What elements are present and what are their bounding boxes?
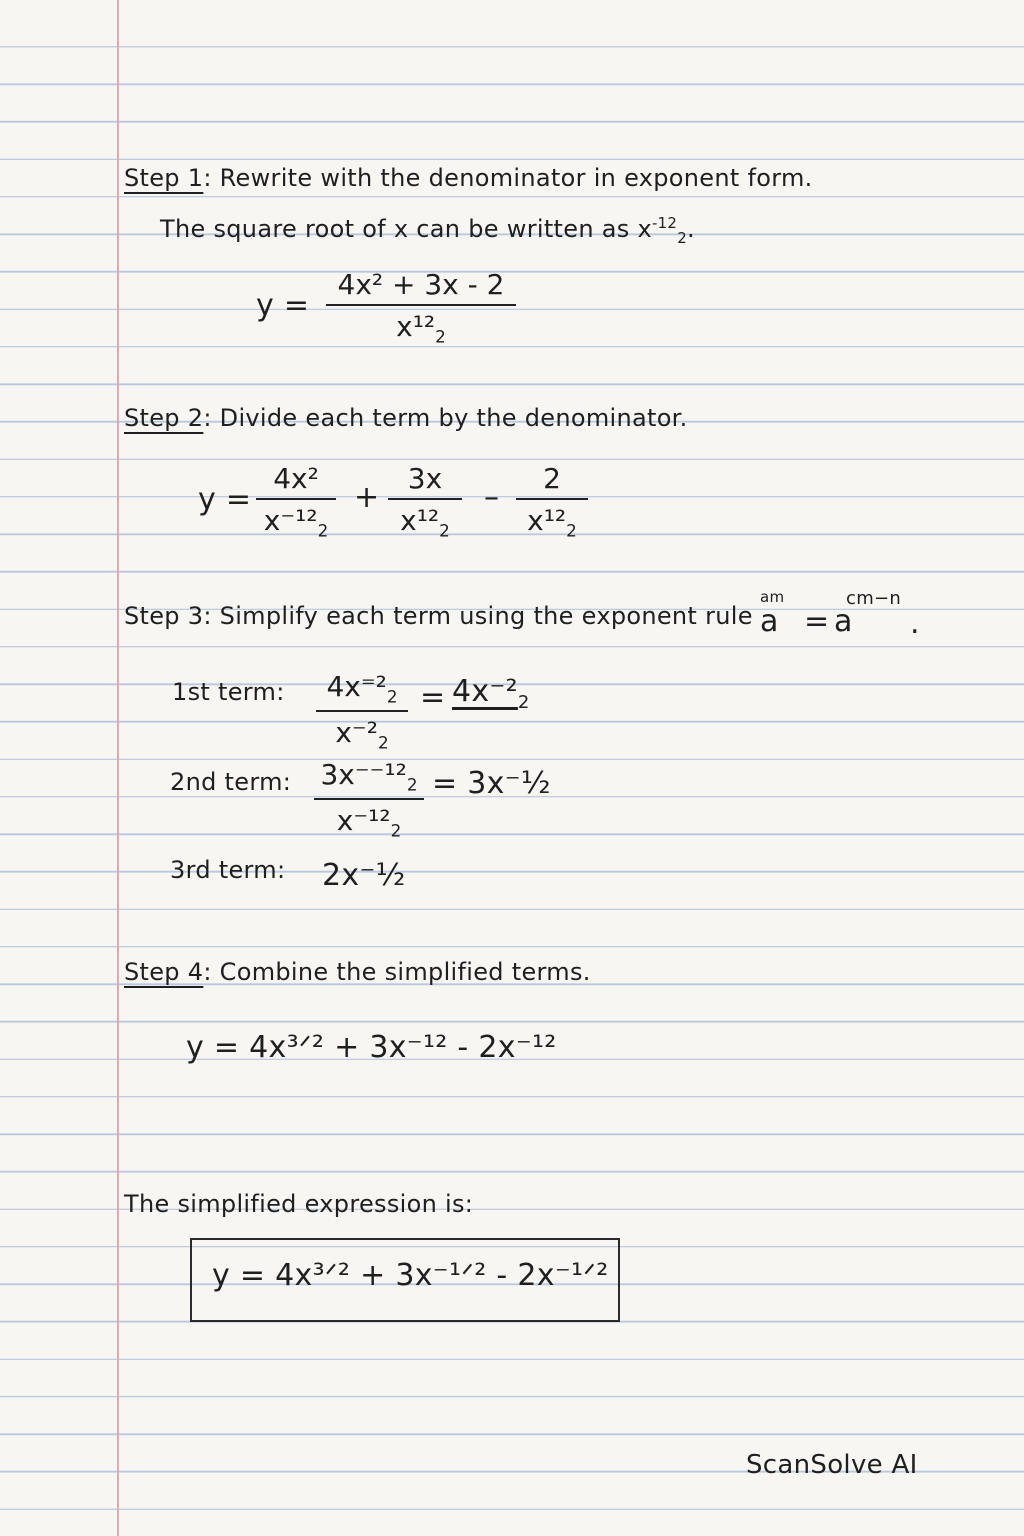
step4-heading bbox=[124, 958, 591, 986]
term1-result: $4x^{-2}_2$ bbox=[452, 674, 530, 713]
step2-term1 bbox=[256, 462, 336, 541]
term2-numerator: $3x^{--12}_2$ bbox=[320, 758, 418, 795]
step1-heading bbox=[124, 164, 813, 192]
term1-fraction bbox=[316, 670, 408, 752]
fraction-bar bbox=[388, 498, 462, 500]
step3-heading bbox=[124, 602, 753, 630]
step4-text: : Combine the simplified terms. bbox=[203, 958, 591, 986]
term1-denominator: $x^{-2}_2$ bbox=[335, 715, 389, 753]
step4-label: Step 4 bbox=[124, 958, 204, 986]
term1-equals: = bbox=[420, 680, 446, 715]
step1-label: Step 1 bbox=[124, 164, 204, 192]
step1-explanation-end: . bbox=[686, 215, 695, 243]
term3-result: 2x⁻¹⁄₂ bbox=[322, 858, 406, 893]
step2-term3 bbox=[516, 462, 588, 541]
step1-fraction bbox=[326, 268, 516, 347]
step2-minus: – bbox=[484, 480, 500, 515]
step1-explanation bbox=[160, 214, 695, 247]
step2-term3-numerator: 2 bbox=[543, 462, 561, 495]
step1-text: : Rewrite with the denominator in exponent form. bbox=[203, 164, 813, 192]
step1-explanation-exponent-den: 2 bbox=[677, 228, 687, 247]
step2-term1-denominator: $x^{-12}_2$ bbox=[263, 504, 329, 541]
fraction-bar bbox=[314, 798, 424, 800]
step1-numerator: 4x² + 3x - 2 bbox=[337, 268, 505, 301]
rule-equals: = bbox=[804, 604, 830, 639]
step3-label: Step 3 bbox=[124, 602, 204, 630]
step4-equation: y = 4x³ᐟ² + 3x⁻¹² - 2x⁻¹² bbox=[186, 1030, 557, 1065]
watermark: ScanSolve AI bbox=[746, 1450, 918, 1480]
rule-rhs: a bbox=[834, 604, 853, 639]
step2-text: : Divide each term by the denominator. bbox=[203, 404, 688, 432]
term1-label: 1st term: bbox=[172, 678, 285, 706]
term1-numerator: $4x^{=2}_2$ bbox=[326, 670, 398, 707]
step1-explanation-text: The square root of x can be written as x bbox=[160, 215, 652, 243]
fraction-bar bbox=[256, 498, 336, 500]
rule-lhs: a bbox=[760, 604, 779, 639]
step1-eq-lhs: y = bbox=[256, 288, 310, 323]
step1-denominator: $x^{12}_2$ bbox=[396, 310, 446, 347]
step2-plus: + bbox=[354, 480, 380, 515]
conclusion-text: The simplified expression is: bbox=[124, 1190, 474, 1218]
term2-fraction bbox=[314, 758, 424, 840]
term2-denominator: $x^{-12}_2$ bbox=[336, 803, 402, 841]
final-answer: y = 4x³ᐟ² + 3x⁻¹ᐟ² - 2x⁻¹ᐟ² bbox=[212, 1258, 609, 1293]
step2-term2-numerator: 3x bbox=[407, 462, 443, 495]
margin-line bbox=[117, 0, 119, 1536]
term2-label: 2nd term: bbox=[170, 768, 292, 796]
step2-term2 bbox=[388, 462, 462, 541]
term3-label: 3rd term: bbox=[170, 856, 286, 884]
step2-term2-denominator: $x^{12}_2$ bbox=[400, 504, 450, 541]
step2-heading bbox=[124, 404, 688, 432]
step2-term1-numerator: 4x² bbox=[273, 462, 319, 495]
fraction-bar bbox=[516, 498, 588, 500]
rule-rhs-exponent: cm−n bbox=[846, 588, 902, 609]
fraction-bar bbox=[316, 710, 408, 712]
step2-term3-denominator: $x^{12}_2$ bbox=[527, 504, 577, 541]
step1-explanation-exponent: -12 bbox=[652, 214, 678, 232]
fraction-bar bbox=[326, 304, 516, 306]
term2-result: = 3x⁻¹⁄₂ bbox=[432, 766, 551, 801]
step2-label: Step 2 bbox=[124, 404, 204, 432]
step2-eq-lhs: y = bbox=[198, 482, 252, 517]
rule-end: . bbox=[910, 606, 920, 641]
rule-lhs-superscript: am bbox=[760, 588, 785, 606]
step3-text: : Simplify each term using the exponent rule bbox=[203, 602, 753, 630]
